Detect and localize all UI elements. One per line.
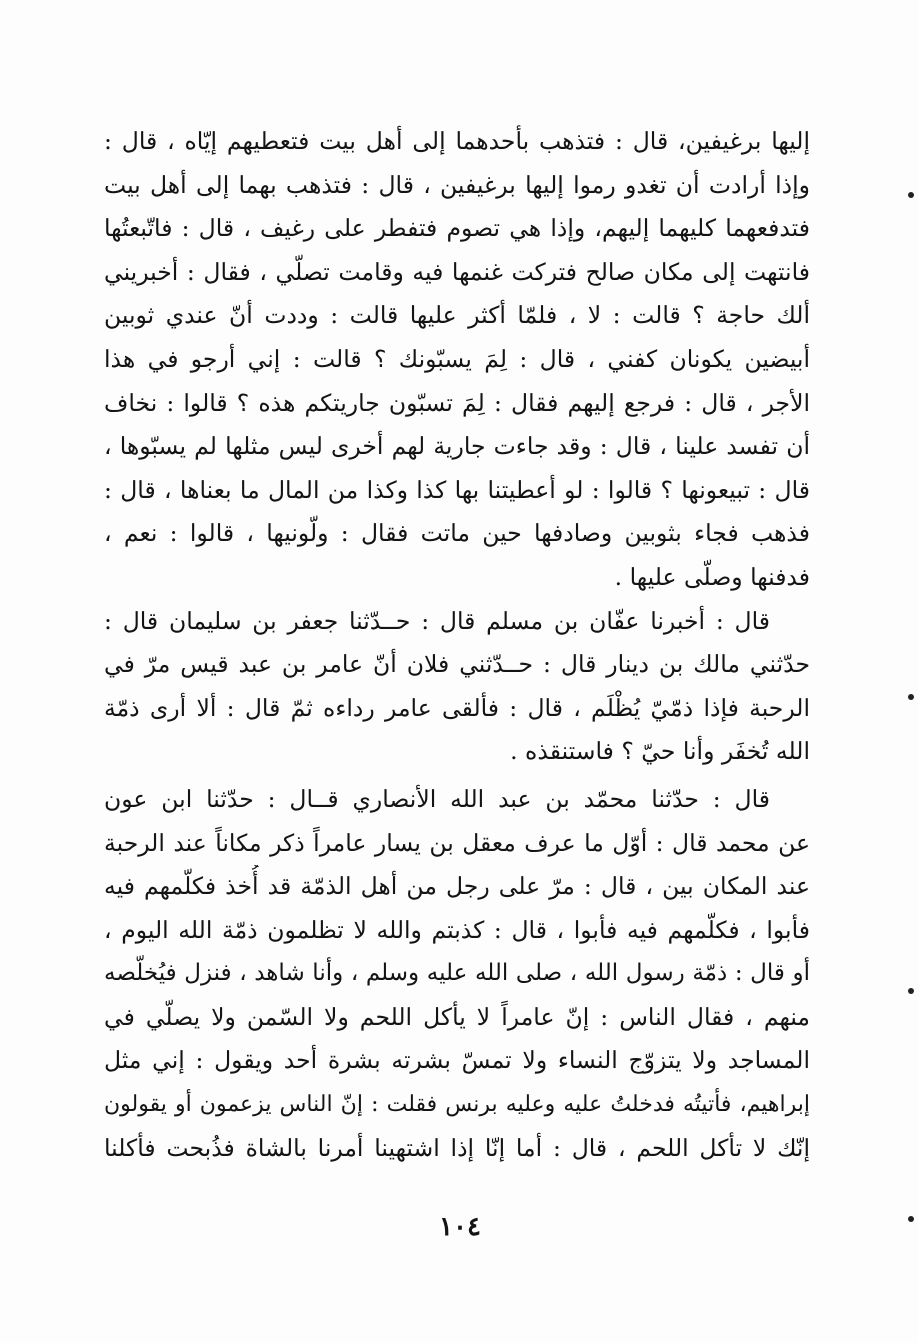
margin-mark [908, 192, 914, 198]
text-line: حدّثني مالك بن دينار قال : حــدّثني فلان أنّ عامر بن عبد قيس مرّ في [104, 650, 810, 679]
text-line: الرحبة فإذا ذمّيّ يُظْلَم ، قال : فألقى عامر رداءه ثمّ قال : ألا أرى ذمّة [104, 693, 810, 722]
margin-mark [908, 988, 914, 994]
text-line: أبيضين يكونان كفني ، قال : لِمَ يسبّونك ؟ قالت : إني أرجو في هذا [104, 344, 810, 373]
text-line: أو قال : ذمّة رسول الله ، صلى الله عليه وسلم ، وأنا شاهد ، فنزل فيُخلّصه [104, 960, 810, 987]
text-line: إليها برغيفين، قال : فتذهب بأحدهما إلى أهل بيت فتعطيهم إيّاه ، قال : [104, 127, 810, 155]
text-line: عند المكان بين ، قال : مرّ على رجل من أهل الذمّة قد أُخذ فكلّمهم فيه [104, 872, 810, 901]
text-line: عن محمد قال : أوّل ما عرف معقل بن يسار عامراً ذكر مكاناً عند الرحبة [104, 828, 810, 857]
text-line: فدفنها وصلّى عليها . [614, 562, 810, 591]
text-line: فأبوا ، فكلّمهم فيه فأبوا ، قال : كذبتم والله لا تظلمون ذمّة الله اليوم ، [104, 915, 810, 944]
text-line: أن تفسد علينا ، قال : وقد جاءت جارية لهم أخرى ليس مثلها لم يسبّوها ، [104, 432, 810, 461]
margin-mark [908, 1216, 914, 1222]
text-line: ألك حاجة ؟ قالت : لا ، فلمّا أكثر عليها قالت : وددت أنّ عندي ثوبين [104, 301, 810, 330]
margin-mark [908, 694, 914, 700]
page-number: ١٠٤ [439, 1212, 481, 1242]
text-line: فانتهت إلى مكان صالح فتركت غنمها فيه وقامت تصلّي ، فقال : أخبريني [104, 257, 810, 286]
text-line: وإذا أرادت أن تغدو رموا إليها برغيفين ، قال : فتذهب بهما إلى أهل بيت [104, 170, 810, 199]
text-line: فتدفعهما كليهما إليهم، وإذا هي تصوم فتفطر على رغيف ، قال : فاتّبعتُها [104, 214, 810, 243]
text-line: قال : حدّثنا محمّد بن عبد الله الأنصاري قــال : حدّثنا ابن عون [104, 784, 770, 813]
text-line: الأجر ، قال : فرجع إليهم فقال : لِمَ تسبّون جاريتكم هذه ؟ قالوا : نخاف [104, 388, 810, 417]
text-line: قال : أخبرنا عفّان بن مسلم قال : حــدّثنا جعفر بن سليمان قال : [104, 606, 770, 635]
paragraph [104, 778, 810, 1170]
text-line: إبراهيم، فأتيتُه فدخلتُ عليه وعليه برنس فقلت : إنّ الناس يزعمون أو يقولون [104, 1092, 810, 1118]
paragraph [104, 600, 810, 774]
text-line: منهم ، فقال الناس : إنّ عامراً لا يأكل اللحم ولا السّمن ولا يصلّي في [104, 1002, 810, 1031]
text-line: الله تُخفَر وأنا حيّ ؟ فاستنقذه . [510, 737, 810, 766]
text-line: قال : تبيعونها ؟ قالوا : لو أعطيتنا بها كذا وكذا من المال ما بعناها ، قال : [104, 475, 810, 504]
text-line: فذهب فجاء بثوبين وصادفها حين ماتت فقال : ولّونيها ، قالوا : نعم ، [104, 519, 810, 548]
body-text [104, 120, 810, 1170]
paragraph [104, 120, 810, 600]
text-line: إنّك لا تأكل اللحم ، قال : أما إنّا إذا اشتهينا أمرنا بالشاة فذُبحت فأكلنا [104, 1133, 810, 1162]
text-line: المساجد ولا يتزوّج النساء ولا تمسّ بشرته بشرة أحد ويقول : إني مثل [104, 1046, 810, 1075]
